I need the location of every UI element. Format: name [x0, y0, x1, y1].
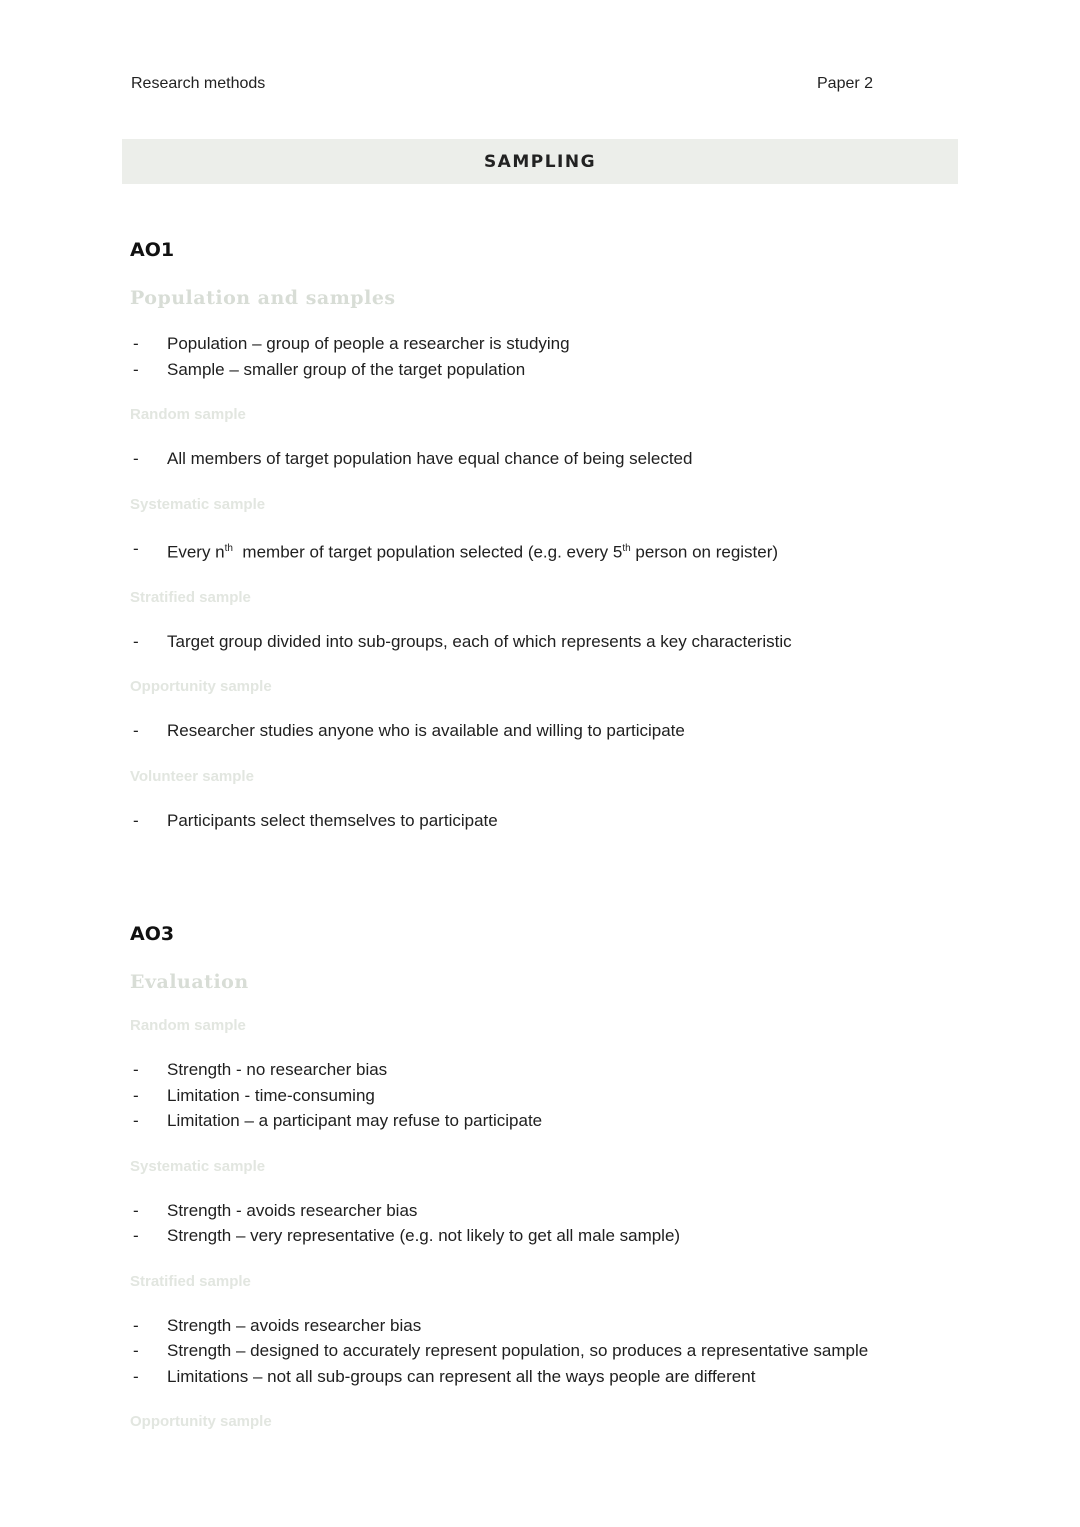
ao1-volunteer-list [130, 808, 930, 834]
ao1-volunteer-heading: Volunteer sample [130, 767, 254, 785]
ao1-opportunity-list [130, 718, 930, 744]
page-title: SAMPLING [483, 151, 597, 172]
ao1-stratified-list [130, 629, 930, 655]
list-item: - Population – group of people a researcher is studying [133, 334, 570, 353]
ao3-random-list [130, 1057, 930, 1134]
list-item: - Strength – avoids researcher bias [133, 1315, 422, 1335]
ao1-random-list [130, 446, 930, 472]
population-section-heading: Population and samples [130, 287, 396, 309]
ao1-systematic-list [130, 536, 930, 565]
ao3-heading: AO3 [130, 923, 175, 946]
ao1-heading: AO1 [130, 239, 175, 261]
list-item: - Limitation – a participant may refuse to participate [133, 1111, 543, 1131]
population-list [130, 331, 930, 382]
list-item: - Strength – very representative (e.g. not likely to get all male sample) [133, 1226, 681, 1246]
list-item: - Every $n^{th}$ member of target population selected (e.g. every 5th person on register) [133, 538, 779, 562]
list-item: - Limitation - time-consuming [133, 1085, 375, 1105]
list-item: - Target group divided into sub-groups, each of which represents a key characteristic [133, 631, 792, 651]
ao3-stratified-list [130, 1313, 930, 1390]
ao1-stratified-heading: Stratified sample [130, 588, 251, 606]
list-item: - Participants select themselves to participate [133, 810, 498, 830]
document-body [130, 235, 930, 1453]
ao1-systematic-heading: Systematic sample [130, 495, 266, 513]
list-item: - Researcher studies anyone who is available and willing to participate [133, 721, 685, 741]
list-item: - Limitations – not all sub-groups can represent all the ways people are different [133, 1366, 756, 1386]
title-bar [122, 139, 958, 184]
ao1-random-heading: Random sample [130, 406, 246, 423]
list-item: - All members of target population have equal chance of being selected [133, 449, 693, 468]
list-item: - Strength – designed to accurately represent population, so produces a representative sample [133, 1341, 869, 1361]
list-item: - Sample – smaller group of the target population [133, 359, 526, 379]
list-item: - Strength - avoids researcher bias [133, 1200, 418, 1220]
ao3-stratified-heading: Stratified sample [130, 1272, 251, 1290]
ao1-opportunity-heading: Opportunity sample [130, 678, 272, 696]
header-subject: Research methods [131, 75, 266, 92]
ao3-systematic-list [130, 1198, 930, 1249]
list-item: - Strength - no researcher bias [133, 1060, 388, 1080]
ao3-systematic-heading: Systematic sample [130, 1157, 266, 1175]
ao3-opportunity-heading: Opportunity sample [130, 1413, 272, 1431]
evaluation-section-heading: Evaluation [130, 971, 249, 994]
header-paper: Paper 2 [817, 75, 874, 92]
ao3-random-heading: Random sample [130, 1017, 246, 1035]
